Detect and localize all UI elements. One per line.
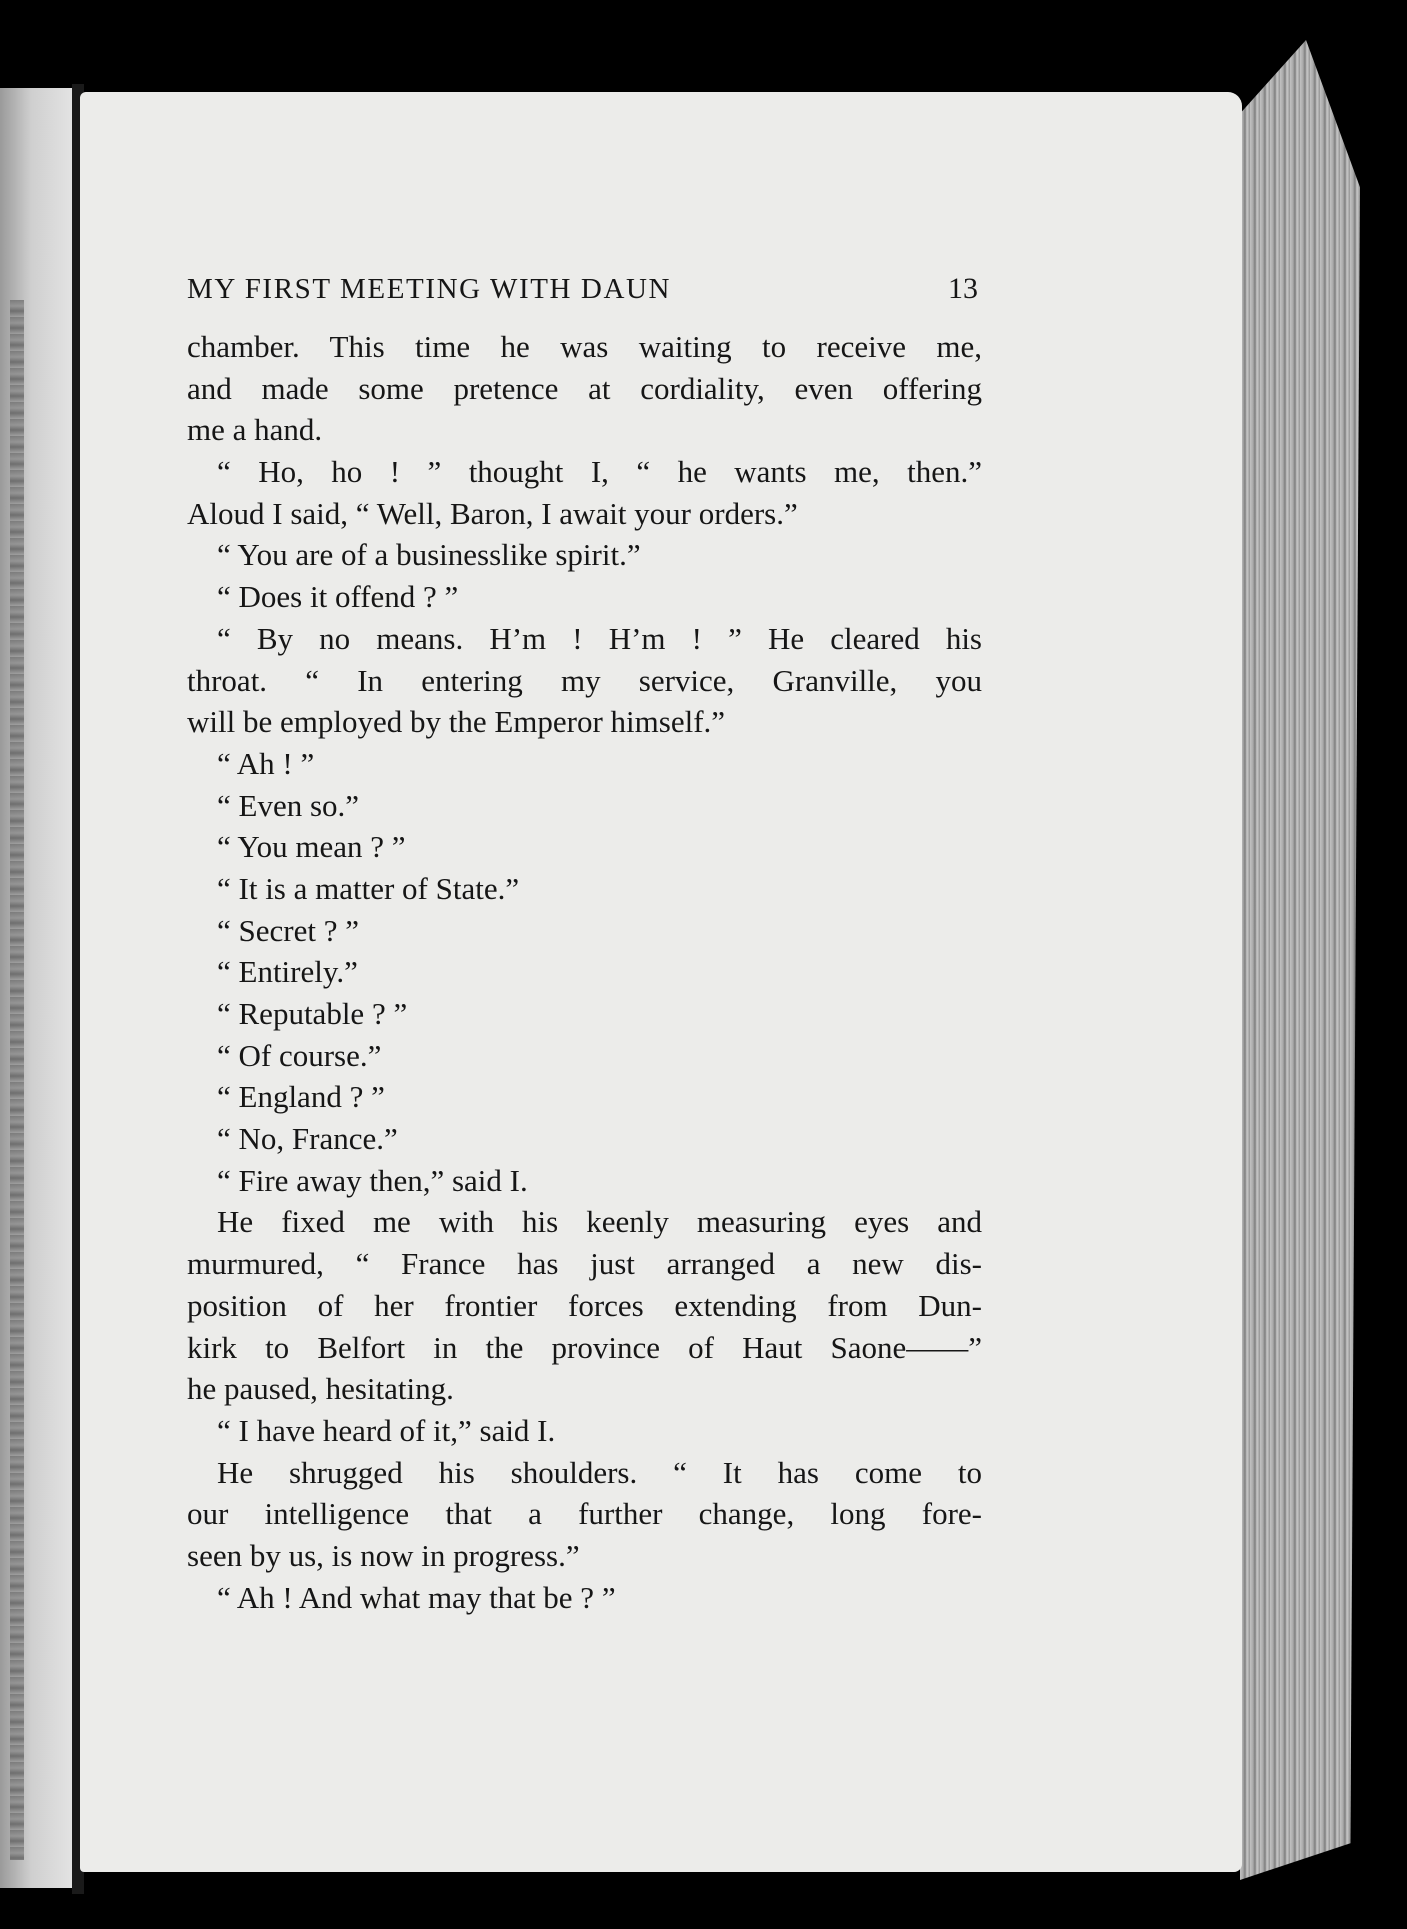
text-line: “ Reputable ? ” bbox=[217, 996, 408, 1031]
running-head bbox=[187, 272, 982, 318]
text-line: Aloud I said, “ Well, Baron, I await your orders.” bbox=[187, 495, 798, 531]
text-line: throat. “ In entering my service, Granville, you bbox=[187, 662, 982, 698]
running-head-title: MY FIRST MEETING WITH DAUN bbox=[187, 273, 672, 305]
text-line: kirk to Belfort in the province of Haut Saone——” bbox=[187, 1329, 982, 1365]
text-line: “ Of course.” bbox=[217, 1037, 382, 1073]
text-line: “ It is a matter of State.” bbox=[217, 870, 520, 906]
facing-page-fore-edge bbox=[10, 300, 24, 1860]
text-line: chamber. This time he was waiting to receive me, bbox=[187, 329, 982, 364]
text-line: “ Secret ? ” bbox=[217, 912, 359, 948]
text-line: “ Entirely.” bbox=[217, 954, 358, 990]
text-line: murmured, “ France has just arranged a new dis- bbox=[187, 1246, 982, 1282]
page-number: 13 bbox=[948, 272, 978, 305]
text-line: “ Ah ! ” bbox=[217, 745, 315, 781]
text-line: me a hand. bbox=[187, 412, 323, 448]
text-line: “ No, France.” bbox=[217, 1121, 398, 1157]
page-stack-edge bbox=[1240, 40, 1360, 1880]
text-line: “ You are of a businesslike spirit.” bbox=[217, 537, 641, 573]
text-line: “ England ? ” bbox=[217, 1079, 385, 1115]
text-line: “ By no means. H’m ! H’m ! ” He cleared his bbox=[217, 620, 982, 656]
body-text bbox=[187, 326, 982, 1618]
text-line: “ Ho, ho ! ” thought I, “ he wants me, then.” bbox=[217, 454, 982, 490]
text-line: will be employed by the Emperor himself.” bbox=[187, 704, 726, 740]
text-line: “ Even so.” bbox=[217, 787, 360, 823]
text-line: he paused, hesitating. bbox=[187, 1371, 454, 1407]
text-line: “ Fire away then,” said I. bbox=[217, 1162, 528, 1198]
text-line: “ You mean ? ” bbox=[217, 829, 406, 865]
text-line: our intelligence that a further change, long fore- bbox=[187, 1496, 982, 1532]
text-line: “ Ah ! And what may that be ? ” bbox=[217, 1579, 616, 1615]
text-line: position of her frontier forces extending from Dun- bbox=[187, 1287, 982, 1323]
text-line: and made some pretence at cordiality, even offering bbox=[187, 370, 982, 406]
text-line: “ I have heard of it,” said I. bbox=[217, 1412, 556, 1448]
text-line: “ Does it offend ? ” bbox=[217, 579, 459, 615]
text-line: seen by us, is now in progress.” bbox=[187, 1537, 580, 1573]
page-text-block bbox=[187, 272, 982, 1618]
text-line: He fixed me with his keenly measuring eyes and bbox=[217, 1204, 982, 1240]
text-line: He shrugged his shoulders. “ It has come to bbox=[217, 1454, 982, 1490]
